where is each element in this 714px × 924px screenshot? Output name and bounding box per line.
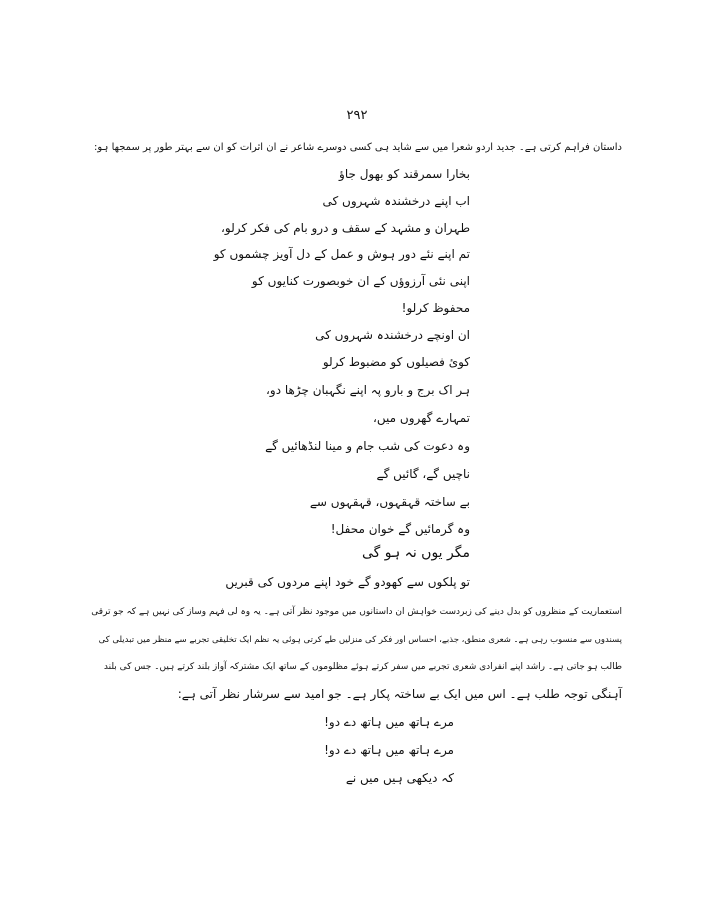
- poem-line-3: طہران و مشہد کے سقف و درو بام کی فکر کرلو،: [221, 221, 470, 235]
- poem-line-16: تو پلکوں سے کھودو گے خود اپنے مردوں کی قبریں: [225, 575, 470, 589]
- poem-line-12: ناچیں گے، گائیں گے: [376, 467, 470, 481]
- poem-line-2: اب اپنے درخشندہ شہروں کی: [322, 194, 470, 208]
- poem-line-13: بے ساختہ قہقہوں، قہقہوں سے: [309, 495, 470, 509]
- poem-line-10: تمہارے گھروں میں،: [373, 411, 470, 425]
- poem-line-11: وہ دعوت کی شب جام و مینا لنڈھائیں گے: [265, 439, 470, 453]
- poem-2-line-2: مرے ہاتھ میں ہاتھ دے دو!: [324, 743, 454, 757]
- poem-line-6: محفوظ کرلو!: [401, 301, 470, 315]
- page-number: ۲۹۲: [346, 108, 368, 123]
- poem-2-line-3: کہ دیکھی ہیں میں نے: [345, 771, 454, 785]
- poem-line-9: ہر اک برج و بارو پہ اپنے نگہبان چڑھا دو،: [266, 383, 470, 397]
- poem-line-1: بخارا سمرقند کو بھول جاؤ: [339, 167, 470, 181]
- paragraph-2-line-1: استعماریت کے منظروں کو بدل دینے کی زبردست خواہش ان داستانوں میں موجود نظر آتی ہے۔ یہ وہ لی فہم وساز کی نہیں ہے کہ جو ترقی: [91, 607, 622, 617]
- poem-line-5: اپنی نئی آرزوؤں کے ان خوبصورت کنایوں کو: [251, 274, 470, 288]
- intro-paragraph: داستان فراہم کرتی ہے۔ جدید اردو شعرا میں سے شاید ہی کسی دوسرے شاعر نے ان اثرات کو ان سے بہتر طور پر سمجھا ہو:: [94, 142, 622, 153]
- poem-line-15: مگر یوں نہ ہو گی: [361, 545, 470, 561]
- paragraph-2-line-3: طالب ہو جاتی ہے۔ راشد اپنے انفرادی شعری تجربے میں سفر کرتے ہوئے مظلوموں کے ساتھ ایک مشترکہ آواز بلند کرتے ہیں۔ جس کی بلند: [103, 662, 622, 672]
- poem-line-4: تم اپنے نئے دور ہوش و عمل کے دل آویز چشموں کو: [213, 247, 470, 261]
- poem-line-7: ان اونچے درخشندہ شہروں کی: [315, 328, 470, 342]
- poem-2-line-1: مرے ہاتھ میں ہاتھ دے دو!: [324, 715, 454, 729]
- paragraph-2-line-2: پسندوں سے منسوب رہی ہے۔ شعری منطق، جذبے، احساس اور فکر کی منزلیں طے کرتی ہوئی یہ نظم ایک تخلیقی تجربے سے منظر میں تبدیلی کی: [98, 635, 622, 645]
- poem-line-8: کوئ فصیلوں کو مضبوط کرلو: [322, 355, 470, 369]
- poem-line-14: وہ گرمائیں گے خوان محفل!: [330, 522, 470, 536]
- paragraph-2-line-4: آہنگی توجہ طلب ہے۔ اس میں ایک بے ساختہ پکار ہے۔ جو امید سے سرشار نظر آتی ہے:: [177, 687, 622, 701]
